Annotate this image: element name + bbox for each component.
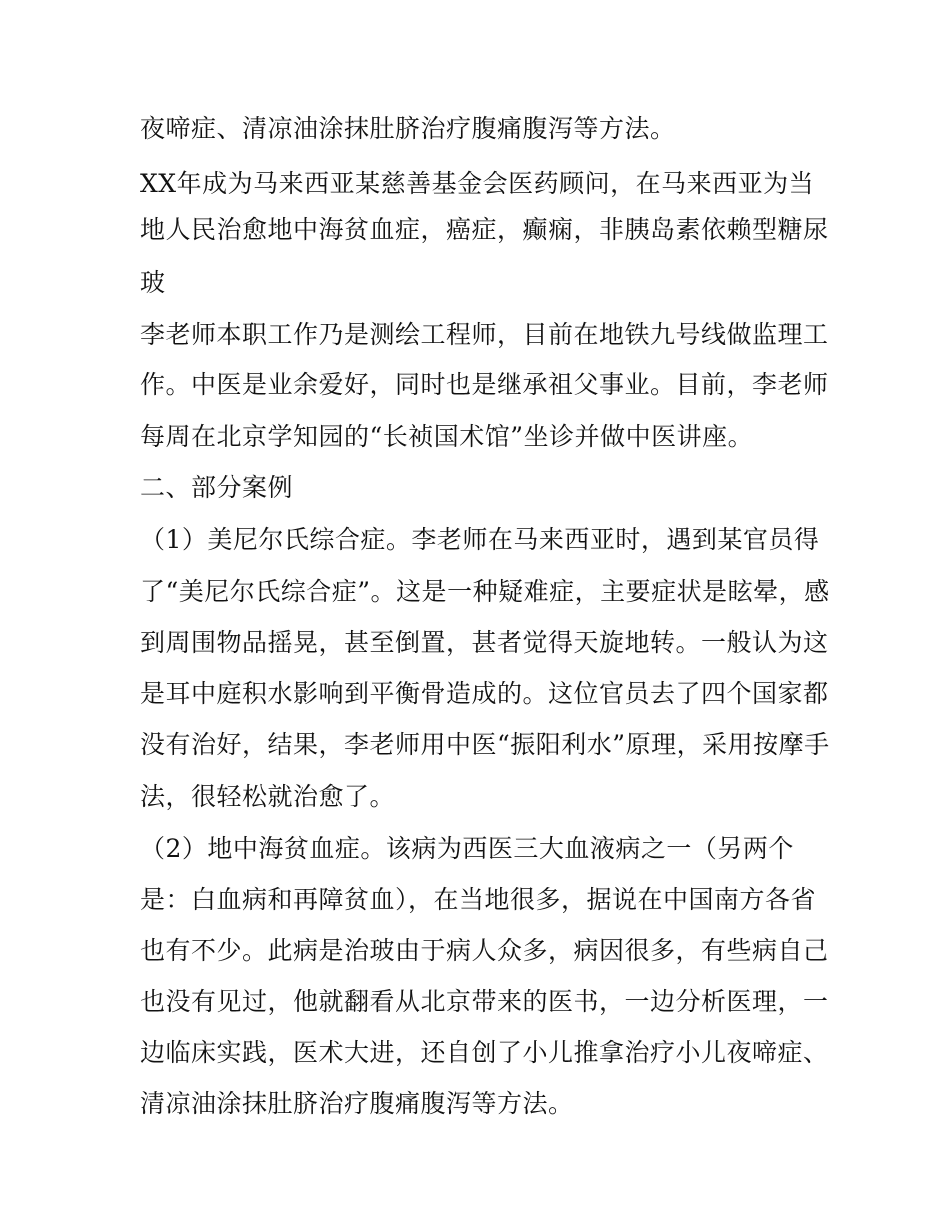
text-line: XX年成为马来西亚某慈善基金会医药顾问，在马来西亚为当	[140, 169, 815, 198]
text-line: （2）地中海贫血症。该病为西医三大血液病之一（另两个	[140, 834, 794, 863]
text-line: 夜啼症、清凉油涂抹肚脐治疗腹痛腹泻等方法。	[140, 114, 676, 143]
text-line: 每周在北京学知园的“长祯国术馆”坐诊并做中医讲座。	[140, 422, 754, 451]
section-heading: 二、部分案例	[140, 473, 294, 502]
text-line: 法，很轻松就治愈了。	[140, 782, 396, 811]
text-line: 了“美尼尔氏综合症”。这是一种疑难症，主要症状是眩晕，感	[140, 577, 830, 606]
text-line: 李老师本职工作乃是测绘工程师，目前在地铁九号线做监理工	[140, 320, 829, 349]
text-line: 是：白血病和再障贫血），在当地很多，据说在中国南方各省	[140, 885, 817, 914]
text-line: 也有不少。此病是治玻由于病人众多，病因很多，有些病自己	[140, 936, 829, 965]
text-line: 是耳中庭积水影响到平衡骨造成的。这位官员去了四个国家都	[140, 679, 829, 708]
text-line: 没有治好，结果，李老师用中医“振阳利水”原理，采用按摩手	[140, 730, 830, 759]
text-line: 地人民治愈地中海贫血症，癌症，癫痫，非胰岛素依赖型糖尿	[140, 215, 829, 244]
text-line: 到周围物品摇晃，甚至倒置，甚者觉得天旋地转。一般认为这	[140, 628, 829, 657]
text-line: 边临床实践，医术大进，还自创了小儿推拿治疗小儿夜啼症、	[140, 1038, 829, 1067]
text-line: 作。中医是业余爱好，同时也是继承祖父事业。目前，李老师	[140, 370, 829, 399]
text-line: 玻	[140, 268, 166, 297]
text-line: 也没有见过，他就翻看从北京带来的医书，一边分析医理，一	[140, 987, 829, 1016]
text-line: （1）美尼尔氏综合症。李老师在马来西亚时，遇到某官员得	[140, 525, 820, 554]
text-line: 清凉油涂抹肚脐治疗腹痛腹泻等方法。	[140, 1089, 574, 1118]
